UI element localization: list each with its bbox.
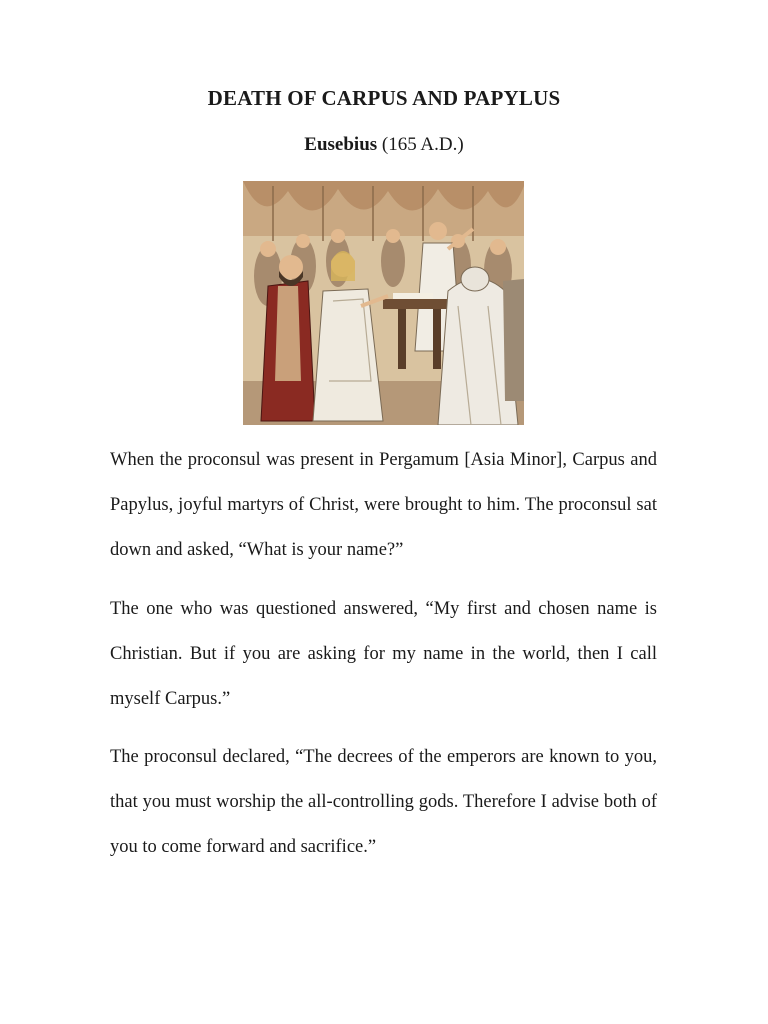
byline [0, 134, 768, 156]
byline-author: Eusebius [304, 134, 378, 155]
paragraph-1: When the proconsul was present in Pergamum [Asia Minor], Carpus and Papylus, joyful martyrs of Christ, were brought to him. The proconsul sat down and asked, “What is your name?” [110, 450, 657, 560]
paragraph-3: The proconsul declared, “The decrees of the emperors are known to you, that you must worship the all-controlling gods. Therefore I advise both of you to come forward and sacrifice.” [110, 747, 657, 857]
document-title: DEATH OF CARPUS AND PAPYLUS [207, 86, 561, 110]
trial-illustration [243, 181, 524, 425]
paragraph-2: The one who was questioned answered, “My first and chosen name is Christian. But if you are asking for my name in the world, then I call myself Carpus.” [110, 599, 657, 709]
byline-date: (165 A.D.) [381, 134, 464, 155]
